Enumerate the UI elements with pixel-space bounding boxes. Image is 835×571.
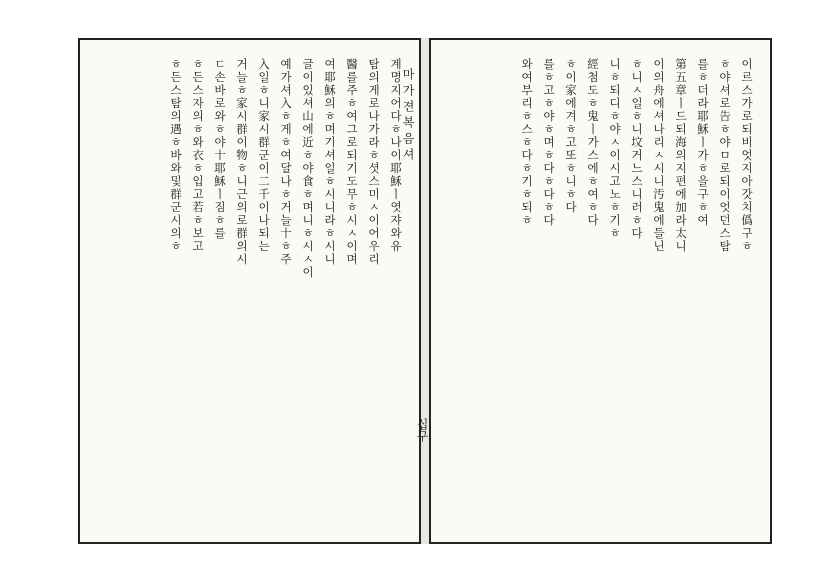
text-column: 예가셔入ㅎ게ㅎ여달나ㅎ거늘十ㅎ주 <box>279 58 293 266</box>
text-column: 第五章ㅣ드되海의지편에加라太니 <box>674 58 688 253</box>
text-column: ㅎ든스자의ㅎ와衣ㅎ입고若ㅎ보고 <box>191 58 205 253</box>
text-column: 탐의게로나가라ㅎ셧스미ㅅ이어우리 <box>367 58 381 266</box>
text-column: 이르스가로되비엇지아갓치僞구ㅎ <box>740 58 754 253</box>
text-column: 를ㅎ고ㅎ야ㅎ며ㅎ다ㅎ다ㅎ다 <box>542 58 556 227</box>
text-column: ㄷ손바로와ㅎ야十耶穌ㅣ짐ㅎ를 <box>213 58 227 240</box>
right-page <box>429 38 772 544</box>
text-column: 거늘ㅎ家시群이物ㅎ니근의로群의시 <box>235 58 249 266</box>
text-column: 醫를주ㅎ여그로되기도무ㅎ시ㅅ이며 <box>345 58 359 266</box>
text-column: ㅎ니ㅅ일ㅎ니坟거느스니러ㅎ다 <box>630 58 644 240</box>
page-number: 십구 <box>415 418 429 442</box>
right-page-text-columns <box>443 58 758 524</box>
text-column: 를ㅎ더라耶穌ㅣ가ㅎ을구ㅎ여 <box>696 58 710 227</box>
text-column: 와여부리ㅎ스ㅎ다ㅎ기ㅎ되ㅎ <box>520 58 534 227</box>
text-column: 글이있셔山에近ㅎ야食ㅎ며니ㅎ시ㅅ이 <box>301 58 315 279</box>
text-column: ㅎ야셔로告ㅎ야ㅁ로되이엇던스탐 <box>718 58 732 253</box>
left-page <box>78 38 421 544</box>
text-column: 여耶穌의ㅎ며기셔일ㅎ시니라ㅎ시니 <box>323 58 337 266</box>
left-page-text-columns <box>92 58 407 524</box>
text-column: 니ㅎ되디ㅎ야ㅅ이시고노ㅎ기ㅎ <box>608 58 622 240</box>
book-spread <box>78 38 772 544</box>
text-column: 經첨도ㅎ鬼ㅣ가스에ㅎ여ㅎ다 <box>586 58 600 227</box>
text-column: ㅎ든스탐의遇ㅎ바와및群군시의ㅎ <box>169 58 183 253</box>
text-column: ㅎ이家에겨ㅎ고또ㅎ니ㅎ다 <box>564 58 578 214</box>
running-title: 마가젼복음셔 <box>401 68 415 164</box>
text-column: 계명지어다ㅎ나이耶穌ㅣ엿쟈와유 <box>389 58 403 253</box>
text-column: 이의舟에셔나리ㅅ시니汚鬼에들닌 <box>652 58 666 253</box>
text-column: 入일ㅎ니家시群군이二千이나되는 <box>257 58 271 253</box>
